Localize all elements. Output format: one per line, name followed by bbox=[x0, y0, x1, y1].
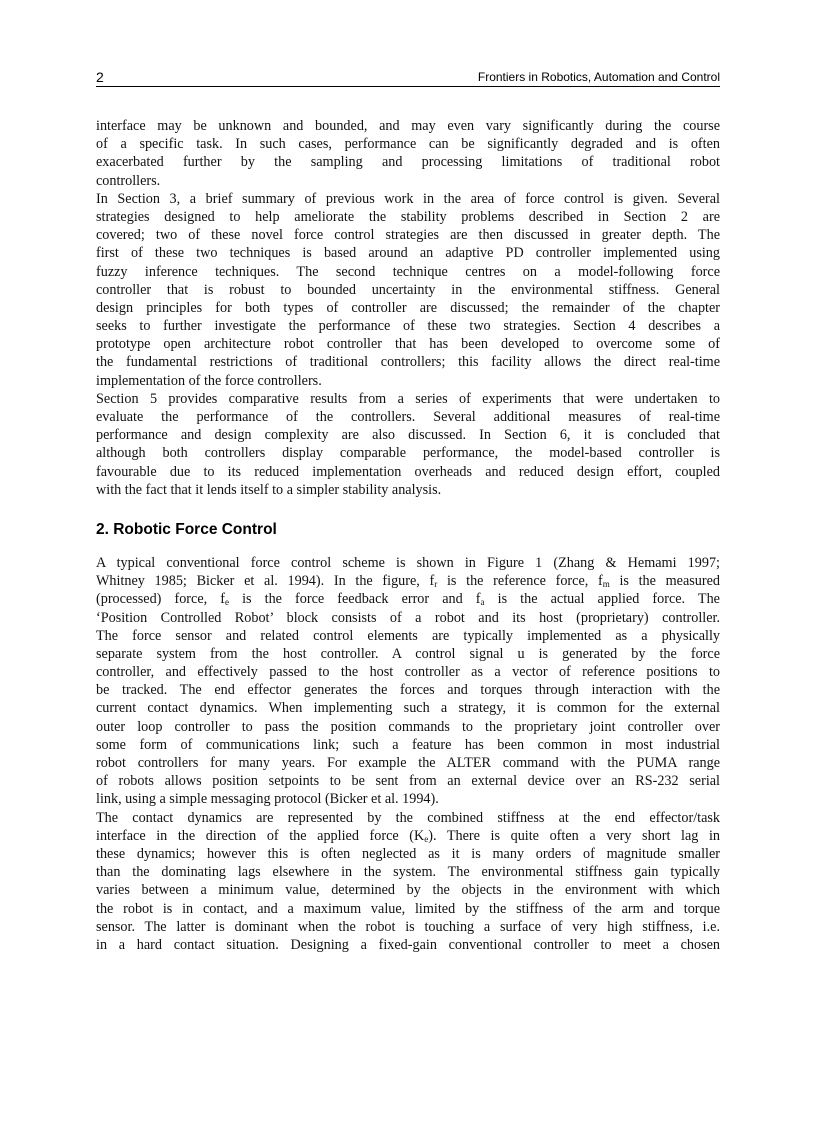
text-run: interface in the direction of the applied force (K bbox=[96, 827, 425, 844]
page-number: 2 bbox=[96, 69, 104, 85]
text-line: in a hard contact situation. Designing a fixed-gain conventional controller to meet a chosen bbox=[96, 936, 720, 953]
running-header bbox=[96, 68, 720, 87]
intro-paragraph-3 bbox=[96, 390, 720, 499]
text-line: performance and design complexity are also discussed. In Section 6, it is concluded that bbox=[96, 427, 720, 444]
intro-paragraph-2 bbox=[96, 190, 720, 390]
intro-paragraph-1 bbox=[96, 117, 720, 190]
text-line: current contact dynamics. When implementing such a strategy, it is common for the external bbox=[96, 700, 720, 717]
text-line: controller that is robust to bounded uncertainty in the environmental stiffness. General bbox=[96, 281, 720, 298]
subscript: m bbox=[602, 579, 610, 590]
text-line: be tracked. The end effector generates the forces and torques through interaction with the bbox=[96, 682, 720, 699]
section2-paragraph-2 bbox=[96, 809, 720, 955]
text-line: although both controllers display comparable performance, the model-based controller is bbox=[96, 445, 720, 462]
text-run: is the force feedback error and f bbox=[228, 591, 481, 608]
text-line: the robot is in contact, and a maximum value, limited by the stiffness of the arm and torque bbox=[96, 900, 720, 917]
text-line: exacerbated further by the sampling and processing limitations of traditional robot bbox=[96, 154, 720, 171]
text-run: Whitney 1985; Bicker et al. 1994). In the figure, f bbox=[96, 573, 435, 590]
text-line: fuzzy inference techniques. The second technique centres on a model-following force bbox=[96, 263, 720, 280]
subscript: a bbox=[480, 597, 485, 608]
text-line: some form of communications link; such a feature has been common in most industrial bbox=[96, 736, 720, 753]
text-line: The force sensor and related control elements are typically implemented as a physically bbox=[96, 627, 720, 644]
text-line: varies between a minimum value, determined by the objects in the environment with which bbox=[96, 882, 720, 899]
text-run: ). There is quite often a very short lag in bbox=[428, 827, 720, 844]
text-line: seeks to further investigate the performance of these two strategies. Section 4 describes a bbox=[96, 318, 720, 335]
text-run: (processed) force, f bbox=[96, 591, 225, 608]
subscript: r bbox=[434, 579, 438, 590]
subscript: e bbox=[224, 597, 229, 608]
body-text bbox=[96, 117, 720, 954]
text-line: evaluate the performance of the controllers. Several additional measures of real-time bbox=[96, 409, 720, 425]
subscript: e bbox=[424, 833, 429, 844]
text-line: ‘Position Controlled Robot’ block consists of a robot and its host (proprietary) controller. bbox=[96, 609, 720, 626]
text-line: design principles for both types of controller are discussed; the remainder of the chapter bbox=[96, 299, 720, 316]
text-run: is the measured bbox=[609, 573, 721, 590]
text-run: is the reference force, f bbox=[437, 573, 603, 590]
text-line: robot controllers for many years. For example the ALTER command with the PUMA range bbox=[96, 755, 720, 771]
text-line bbox=[96, 572, 720, 590]
text-line: covered; two of these novel force control strategies are then discussed in greater depth. The bbox=[96, 227, 720, 244]
section2-paragraph-1 bbox=[96, 554, 720, 809]
text-line: controllers. bbox=[96, 172, 161, 189]
text-line: the fundamental restrictions of traditional controllers; this facility allows the direct real-time bbox=[96, 354, 720, 371]
text-line: sensor. The latter is dominant when the robot is touching a surface of very high stiffness, i.e. bbox=[96, 918, 720, 935]
text-line: interface may be unknown and bounded, and may even vary significantly during the course bbox=[96, 118, 720, 134]
text-line: favourable due to its reduced implementation overheads and reduced design effort, coupled bbox=[96, 463, 720, 480]
text-line: implementation of the force controllers. bbox=[96, 372, 322, 389]
text-line: link, using a simple messaging protocol (Bicker et al. 1994). bbox=[96, 791, 439, 808]
text-line: first of these two techniques is based around an adaptive PD controller implemented using bbox=[96, 245, 720, 262]
text-line: than the dominating lags elsewhere in the system. The environmental stiffness gain typically bbox=[96, 864, 720, 881]
text-line: strategies designed to help ameliorate the stability problems described in Section 2 are bbox=[96, 208, 720, 225]
text-line: separate system from the host controller. A control signal u is generated by the force bbox=[96, 645, 720, 662]
text-line: Section 5 provides comparative results from a series of experiments that were undertaken to bbox=[96, 390, 720, 407]
text-line: these dynamics; however this is often neglected as it is many orders of magnitude smaller bbox=[96, 845, 720, 862]
text-line: prototype open architecture robot controller that has been developed to overcome some of bbox=[96, 336, 720, 353]
running-title: Frontiers in Robotics, Automation and Control bbox=[477, 70, 720, 84]
text-line: controller, and effectively passed to the host controller as a vector of reference positions to bbox=[96, 664, 720, 681]
text-line: A typical conventional force control scheme is shown in Figure 1 (Zhang & Hemami 1997; bbox=[96, 554, 720, 571]
text-line: with the fact that it lends itself to a simpler stability analysis. bbox=[96, 481, 442, 498]
text-line: of robots allows position setpoints to be sent from an external device over an RS-232 serial bbox=[96, 773, 720, 790]
section-heading: 2. Robotic Force Control bbox=[96, 520, 277, 538]
text-line: In Section 3, a brief summary of previous work in the area of force control is given. Several bbox=[96, 190, 720, 207]
text-line: outer loop controller to pass the position commands to the proprietary joint controller over bbox=[96, 718, 720, 735]
text-line bbox=[96, 590, 720, 608]
text-run: is the actual applied force. The bbox=[484, 591, 720, 608]
text-line: of a specific task. In such cases, performance can be significantly degraded and is often bbox=[96, 136, 720, 153]
text-line: The contact dynamics are represented by the combined stiffness at the end effector/task bbox=[96, 809, 720, 826]
text-line bbox=[96, 827, 720, 845]
